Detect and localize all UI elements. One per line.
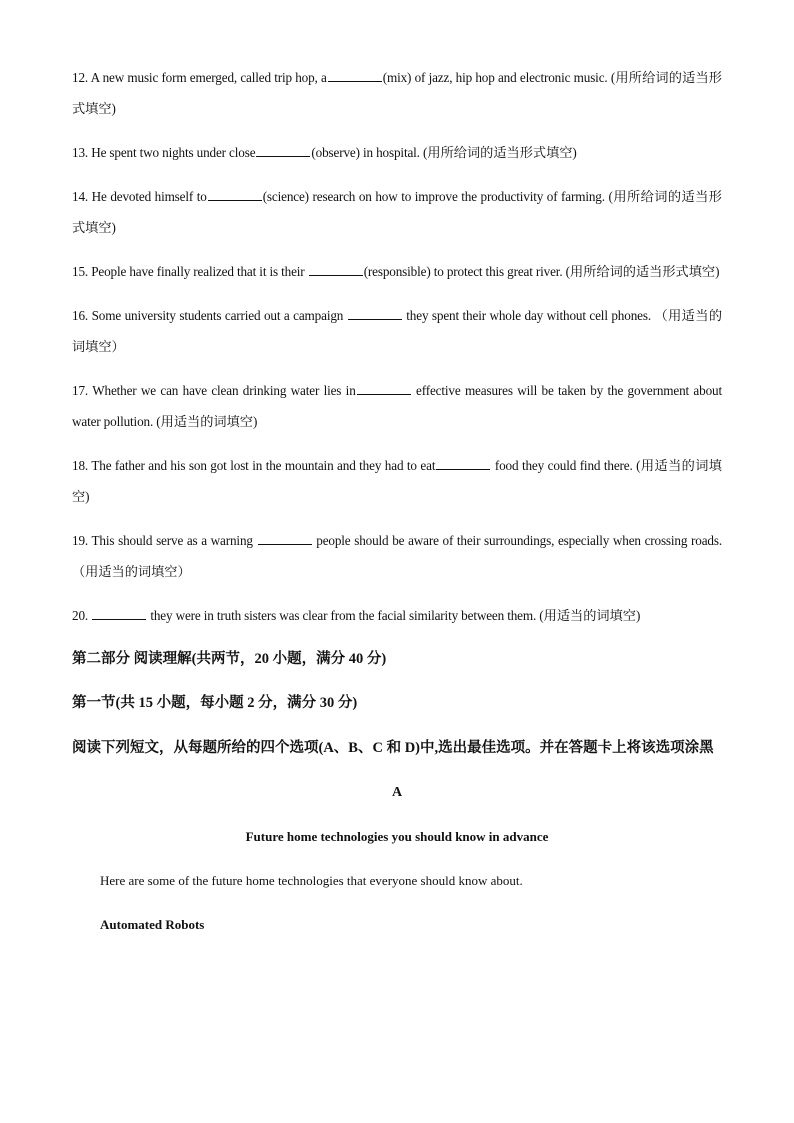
question-number: 15. bbox=[72, 264, 89, 279]
question-number: 14. bbox=[72, 189, 89, 204]
answer-blank[interactable] bbox=[309, 261, 363, 276]
answer-blank[interactable] bbox=[328, 67, 382, 82]
question-hint: （用适当的词填空） bbox=[72, 564, 191, 579]
question-text-after: of jazz, hip hop and electronic music. bbox=[411, 70, 608, 85]
passage-title: Future home technologies you should know in advance bbox=[245, 829, 549, 844]
question-hint: (用所给词的适当形式填空) bbox=[72, 189, 722, 235]
question-text-after: to protect this great river. bbox=[430, 264, 563, 279]
question-text-before: Whether we can have clean drinking water lies in bbox=[92, 383, 356, 398]
answer-blank[interactable] bbox=[256, 142, 310, 157]
question-text-before: People have finally realized that it is their bbox=[91, 264, 308, 279]
question-word: (mix) bbox=[382, 70, 412, 85]
question-word: (responsible) bbox=[363, 264, 431, 279]
answer-blank[interactable] bbox=[357, 380, 411, 395]
question-number: 13. bbox=[72, 145, 89, 160]
question-number: 20. bbox=[72, 608, 89, 623]
question-text-before: The father and his son got lost in the mountain and they had to eat bbox=[91, 458, 436, 473]
question-text-before: This should serve as a warning bbox=[91, 533, 257, 548]
question-word: (science) bbox=[262, 189, 309, 204]
question-12 bbox=[72, 62, 722, 124]
question-text-before: He spent two nights under close bbox=[91, 145, 256, 160]
question-word: (observe) bbox=[311, 145, 360, 160]
question-hint: (用适当的词填空) bbox=[156, 414, 258, 429]
question-text-after: in hospital. bbox=[359, 145, 420, 160]
answer-blank[interactable] bbox=[436, 455, 490, 470]
question-hint: （用适当的词填空） bbox=[72, 308, 723, 354]
question-number: 18. bbox=[72, 458, 89, 473]
question-hint: (用适当的词填空) bbox=[72, 458, 722, 504]
question-15 bbox=[72, 256, 722, 287]
part2-heading: 第二部分 阅读理解(共两节，20 小题，满分 40 分) bbox=[72, 651, 387, 667]
passage-intro: Here are some of the future home technologies that everyone should know about. bbox=[100, 873, 523, 888]
question-17 bbox=[72, 375, 722, 437]
reading-instructions: 阅读下列短文，从每题所给的四个选项(A、B、C 和 D)中,选出最佳选项。并在答题卡上将该选项涂黑 bbox=[72, 740, 714, 756]
answer-blank[interactable] bbox=[92, 605, 146, 620]
passage-subheading: Automated Robots bbox=[100, 917, 205, 932]
question-13 bbox=[72, 137, 722, 168]
question-hint: (用适当的词填空) bbox=[539, 608, 641, 623]
passage-letter: A bbox=[391, 785, 403, 800]
question-text-after: food they could find there. bbox=[491, 458, 633, 473]
question-hint: (用所给词的适当形式填空) bbox=[72, 70, 722, 116]
question-hint: (用所给词的适当形式填空) bbox=[422, 145, 577, 160]
question-number: 12. bbox=[72, 70, 89, 85]
question-18 bbox=[72, 450, 722, 512]
question-16 bbox=[72, 300, 722, 362]
question-text-after: they were in truth sisters was clear from the facial similarity between them. bbox=[147, 608, 537, 623]
section1-heading: 第一节(共 15 小题，每小题 2 分，满分 30 分) bbox=[72, 695, 358, 711]
question-14 bbox=[72, 181, 722, 243]
answer-blank[interactable] bbox=[348, 305, 402, 320]
question-number: 16. bbox=[72, 308, 89, 323]
answer-blank[interactable] bbox=[208, 186, 262, 201]
question-text-after: they spent their whole day without cell phones. bbox=[402, 308, 651, 323]
question-text-after: people should be aware of their surroundings, especially when crossing roads. bbox=[312, 533, 722, 548]
question-text-after: research on how to improve the productivity of farming. bbox=[308, 189, 605, 204]
question-hint: (用所给词的适当形式填空) bbox=[565, 264, 720, 279]
question-20 bbox=[72, 600, 722, 631]
question-text-before: A new music form emerged, called trip hop, a bbox=[90, 70, 327, 85]
question-text-before: He devoted himself to bbox=[91, 189, 207, 204]
question-text-before: Some university students carried out a campaign bbox=[91, 308, 347, 323]
question-number: 17. bbox=[72, 383, 89, 398]
question-text-after: effective measures will be taken by the government about water pollution. bbox=[72, 383, 722, 429]
answer-blank[interactable] bbox=[258, 530, 312, 545]
question-19 bbox=[72, 525, 722, 587]
question-number: 19. bbox=[72, 533, 89, 548]
document-page bbox=[72, 62, 722, 940]
